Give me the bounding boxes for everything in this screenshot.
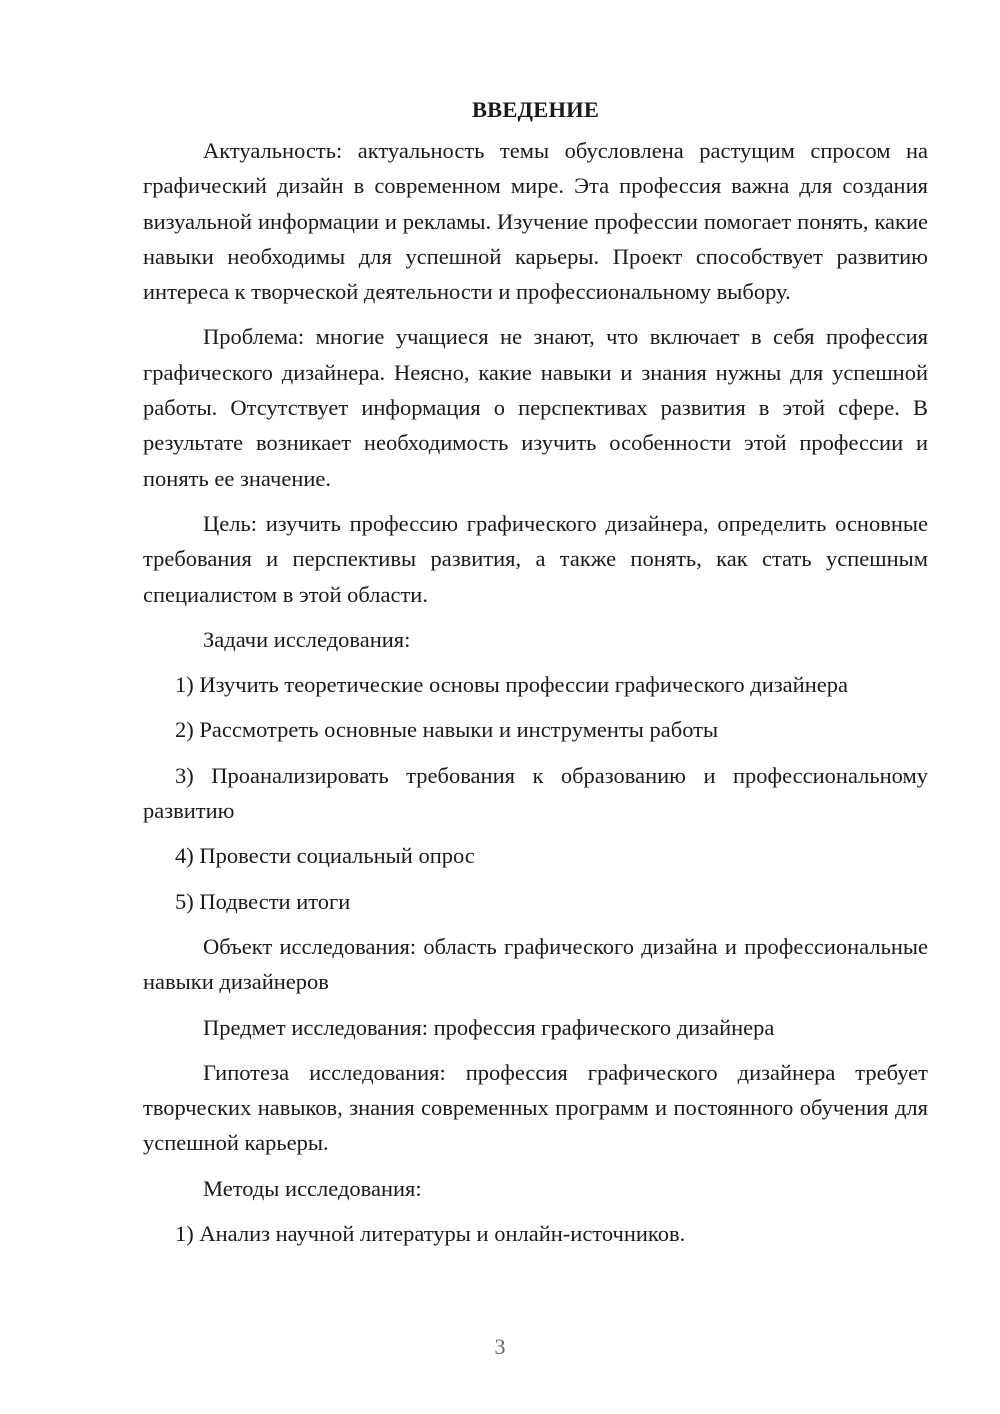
goal-paragraph: Цель: изучить профессию графического дизайнера, определить основные требования и перспективы развития, а также понять, как стать успешным специалистом в этой области. <box>143 510 928 607</box>
task-item-4: 4) Провести социальный опрос <box>175 843 475 869</box>
page-number: 3 <box>494 1334 506 1359</box>
object-paragraph: Объект исследования: область графического дизайна и профессиональные навыки дизайнеров <box>143 933 928 995</box>
task-item-5: 5) Подвести итоги <box>175 888 351 914</box>
tasks-heading: Задачи исследования: <box>203 626 411 652</box>
methods-heading: Методы исследования: <box>203 1175 422 1201</box>
task-item-3: 3) Проанализировать требования к образованию и профессиональному развитию <box>143 762 928 824</box>
hypothesis-paragraph: Гипотеза исследования: профессия графического дизайнера требует творческих навыков, знания современных программ и постоянного обучения для успешной карьеры. <box>143 1059 928 1156</box>
task-item-2: 2) Рассмотреть основные навыки и инструменты работы <box>175 717 719 743</box>
page-content <box>143 92 928 1261</box>
page-title: ВВЕДЕНИЕ <box>471 97 600 122</box>
subject-paragraph: Предмет исследования: профессия графического дизайнера <box>203 1014 775 1040</box>
task-item-1: 1) Изучить теоретические основы профессии графического дизайнера <box>175 672 848 698</box>
relevance-paragraph: Актуальность: актуальность темы обусловлена растущим спросом на графический дизайн в современном мире. Эта профессия важна для создания визуальной информации и рекламы. Изучение профессии помогает понять, какие навыки необходимы для успешной карьеры. Проект способствует развитию интереса к творческой деятельности и профессиональному выбору. <box>143 138 928 305</box>
problem-paragraph: Проблема: многие учащиеся не знают, что включает в себя профессия графического дизайнера. Неясно, какие навыки и знания нужны для успешной работы. Отсутствует информация о перспективах развития в этой сфере. В результате возникает необходимость изучить особенности этой профессии и понять ее значение. <box>143 324 928 491</box>
method-item-1: 1) Анализ научной литературы и онлайн-источников. <box>175 1221 686 1247</box>
